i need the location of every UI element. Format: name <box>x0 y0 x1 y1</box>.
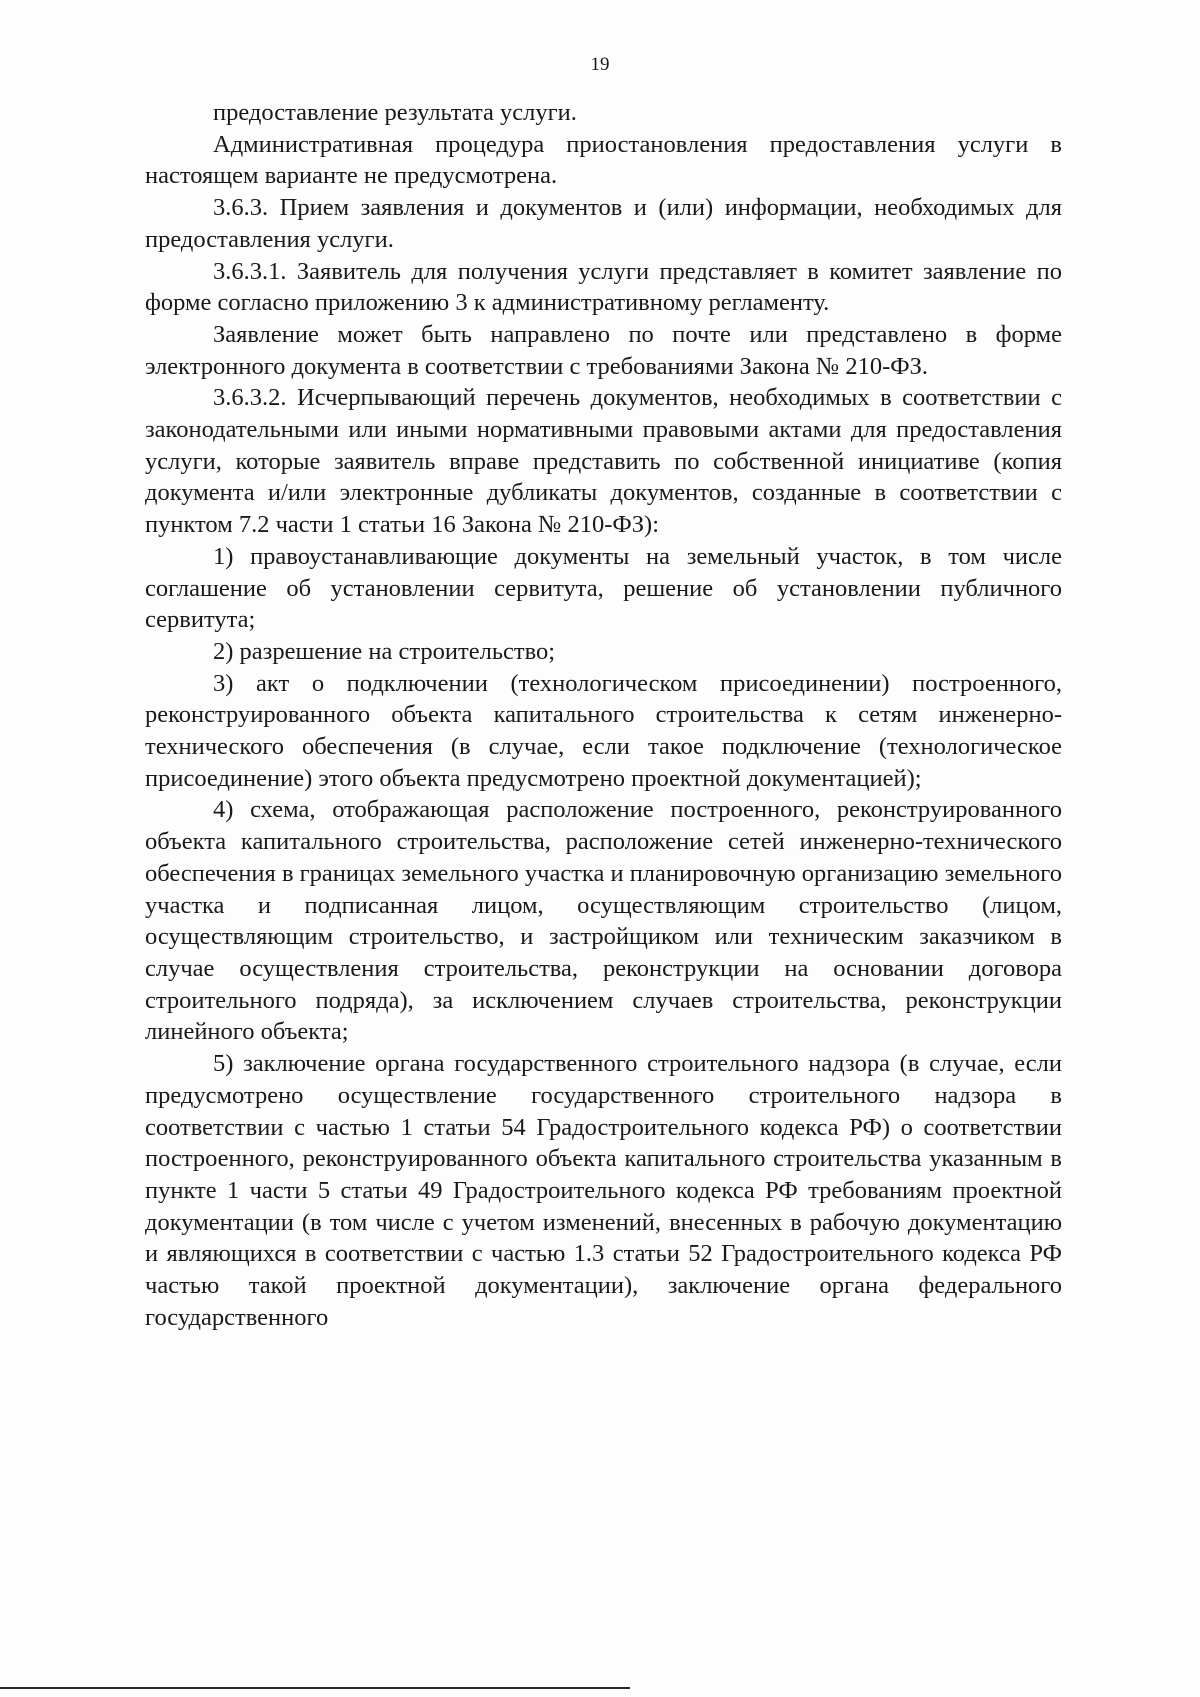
paragraph: 1) правоустанавливающие документы на земельный участок, в том числе соглашение об установлении сервитута, решение об установлении публичного сервитута; <box>145 542 1062 634</box>
paragraph: Административная процедура приостановления предоставления услуги в настоящем варианте не предусмотрена. <box>145 130 1062 190</box>
paragraph: 3.6.3.1. Заявитель для получения услуги представляет в комитет заявление по форме согласно приложению 3 к административному регламенту. <box>145 257 1062 317</box>
paragraph: Заявление может быть направлено по почте или представлено в форме электронного документа в соответствии с требованиями Закона № 210-ФЗ. <box>145 320 1062 380</box>
paragraph: 3) акт о подключении (технологическом присоединении) построенного, реконструированного объекта капитального строительства к сетям инженерно-технического обеспечения (в случае, если такое подключение (технологическое присоединение) этого объекта предусмотрено проектной документацией); <box>145 669 1062 792</box>
paragraph: 3.6.3. Прием заявления и документов и (или) информации, необходимых для предоставления услуги. <box>145 194 1062 253</box>
paragraph: 3.6.3.2. Исчерпывающий перечень документов, необходимых в соответствии с законодательными или иными нормативными правовыми актами для предоставления услуги, которые заявитель вправе представить по собственной инициативе (копия документа и/или электронные дубликаты документов, созданные в соответствии с пунктом 7.2 части 1 статьи 16 Закона № 210-ФЗ): <box>145 384 1062 539</box>
body-text <box>145 97 1062 1333</box>
paragraph: 4) схема, отображающая расположение построенного, реконструированного объекта капитального строительства, расположение сетей инженерно-технического обеспечения в границах земельного участка и планировочную организацию земельного участка и подписанная лицом, осуществляющим строительство (лицом, осуществляющим строительство, и застройщиком или техническим заказчиком в случае осуществления строительства, реконструкции на основании договора строительного подряда), за исключением случаев строительства, реконструкции линейного объекта; <box>145 796 1062 1046</box>
paragraph: 2) разрешение на строительство; <box>213 637 556 665</box>
page-number: 19 <box>590 54 610 75</box>
paragraph: предоставление результата услуги. <box>213 99 577 126</box>
paragraph: 5) заключение органа государственного строительного надзора (в случае, если предусмотрено осуществление государственного строительного надзора в соответствии с частью 1 статьи 54 Градостроительного кодекса РФ) о соответствии построенного, реконструированного объекта капитального строительства указанным в пункте 1 части 5 статьи 49 Градостроительного кодекса РФ требованиям проектной документации (в том числе с учетом изменений, внесенных в рабочую документацию и являющихся в соответствии с частью 1.3 статьи 52 Градостроительного кодекса РФ частью такой проектной документации), заключение органа федерального государственного <box>145 1050 1062 1331</box>
page-bottom-rule <box>0 1687 630 1689</box>
